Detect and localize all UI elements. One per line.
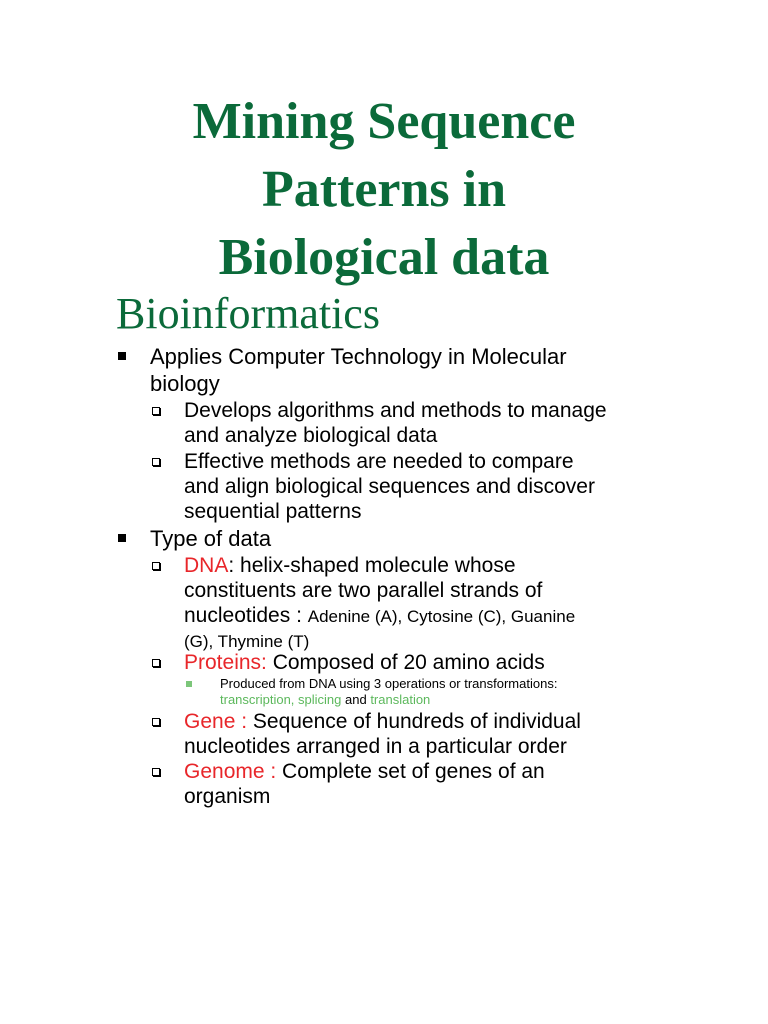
proteins-sub-line-1: Produced from DNA using 3 operations or transformations: <box>220 676 558 691</box>
square-bullet-icon <box>118 352 126 360</box>
term-dna: DNA <box>184 554 229 577</box>
genome-line-1: Complete set of genes of an <box>276 760 545 783</box>
proteins-sub-and: and <box>341 692 371 707</box>
bullet-applies-computer-technology <box>150 343 670 397</box>
bullet-text: Type of data <box>150 526 272 551</box>
checkbox-bullet-icon <box>152 659 160 667</box>
checkbox-bullet-icon <box>152 718 160 726</box>
green-square-bullet-icon <box>186 681 192 687</box>
bullet-text-line-2: biology <box>150 371 220 396</box>
title-line-3: Biological data <box>218 229 550 286</box>
sub-bullet-line-1: Effective methods are needed to compare <box>184 450 574 473</box>
sub-bullet-line-1: Develops algorithms and methods to manage <box>184 399 607 422</box>
bullet-text-line-1: Applies Computer Technology in Molecular <box>150 344 567 369</box>
gene-line-1: Sequence of hundreds of individual <box>247 710 581 733</box>
sub-sub-bullet-produced-from-dna <box>220 676 660 708</box>
title-line-2: Patterns in <box>261 161 507 218</box>
dna-line-3b: Adenine (A), Cytosine (C), Guanine <box>307 607 576 626</box>
sub-bullet-gene <box>184 709 664 759</box>
sub-bullet-dna <box>184 553 664 654</box>
checkbox-bullet-icon <box>152 562 160 570</box>
term-genome: Genome : <box>184 760 277 783</box>
section-heading: Bioinformatics <box>116 289 380 338</box>
sub-bullet-line-3: sequential patterns <box>184 500 362 523</box>
bullet-type-of-data <box>150 525 670 552</box>
genome-line-2: organism <box>184 785 271 808</box>
sub-bullet-line-2: and align biological sequences and discover <box>184 475 595 498</box>
dna-line-2: constituents are two parallel strands of <box>184 579 543 602</box>
square-bullet-icon <box>118 534 126 542</box>
term-proteins: Proteins: <box>184 651 267 674</box>
dna-line-3a: nucleotides : <box>184 604 308 627</box>
sub-bullet-effective-methods <box>184 449 664 524</box>
checkbox-bullet-icon <box>152 768 160 776</box>
page-title <box>0 88 768 292</box>
sub-bullet-genome <box>184 759 664 809</box>
sub-bullet-develops-algorithms <box>184 398 664 448</box>
checkbox-bullet-icon <box>152 458 160 466</box>
dna-line-4: (G), Thymine (T) <box>184 632 310 651</box>
title-line-1: Mining Sequence <box>192 93 576 150</box>
sub-bullet-proteins <box>184 650 664 675</box>
term-transcription-splicing: transcription, splicing <box>220 692 342 707</box>
proteins-text: Composed of 20 amino acids <box>266 651 545 674</box>
term-gene: Gene : <box>184 710 248 733</box>
dna-line-1: : helix-shaped molecule whose <box>228 554 516 577</box>
sub-bullet-line-2: and analyze biological data <box>184 424 438 447</box>
checkbox-bullet-icon <box>152 407 160 415</box>
term-translation: translation <box>370 692 431 707</box>
gene-line-2: nucleotides arranged in a particular order <box>184 735 567 758</box>
